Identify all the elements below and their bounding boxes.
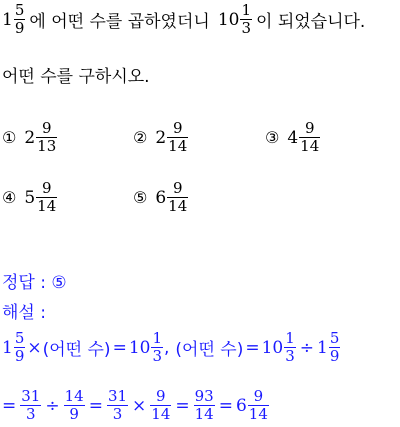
numerator: 1 bbox=[285, 329, 295, 347]
choice-whole: 2 bbox=[155, 127, 167, 148]
separator: , bbox=[164, 337, 170, 358]
choice-mark: ① bbox=[2, 128, 17, 147]
equals-sign: = bbox=[88, 395, 103, 416]
fraction bbox=[107, 388, 128, 423]
fraction bbox=[299, 120, 320, 155]
numerator: 1 bbox=[152, 329, 162, 347]
fraction bbox=[284, 330, 296, 365]
times-sign: × bbox=[27, 337, 42, 358]
question-line-2: 어떤 수를 구하시오. bbox=[2, 67, 150, 87]
explanation-line-1 bbox=[2, 330, 341, 365]
fraction bbox=[14, 2, 26, 37]
denominator: 3 bbox=[241, 19, 251, 37]
denominator: 14 bbox=[37, 197, 57, 215]
mixed-whole: 1 bbox=[2, 9, 13, 30]
numerator: 5 bbox=[329, 329, 340, 347]
mixed-whole: 10 bbox=[128, 337, 151, 358]
numerator: 31 bbox=[107, 387, 128, 405]
numerator: 9 bbox=[156, 387, 166, 405]
denominator: 9 bbox=[69, 405, 79, 423]
choice-whole: 2 bbox=[24, 127, 36, 148]
denominator: 14 bbox=[300, 137, 320, 155]
choice-whole: 6 bbox=[155, 187, 167, 208]
numerator: 31 bbox=[21, 387, 41, 405]
denominator: 14 bbox=[168, 197, 188, 215]
numerator: 9 bbox=[304, 119, 315, 137]
numerator: 14 bbox=[64, 387, 84, 405]
denominator: 9 bbox=[329, 347, 340, 365]
denominator: 9 bbox=[14, 19, 25, 37]
numerator: 9 bbox=[41, 179, 52, 197]
denominator: 14 bbox=[151, 405, 171, 423]
choice-4[interactable] bbox=[2, 180, 58, 215]
question-line-1 bbox=[2, 2, 365, 37]
numerator: 9 bbox=[172, 119, 183, 137]
choice-3[interactable] bbox=[265, 120, 321, 155]
choice-whole: 4 bbox=[287, 127, 299, 148]
explanation-label: 해설 : bbox=[2, 303, 46, 323]
mixed-whole: 10 bbox=[261, 337, 284, 358]
result-whole: 10 bbox=[217, 9, 240, 30]
mixed-whole: 1 bbox=[317, 337, 328, 358]
fraction bbox=[151, 330, 163, 365]
denominator: 14 bbox=[168, 137, 188, 155]
denominator: 14 bbox=[248, 405, 268, 423]
choice-5[interactable] bbox=[133, 180, 189, 215]
question-text: 이 되었습니다. bbox=[256, 12, 366, 32]
fraction bbox=[36, 180, 57, 215]
fraction bbox=[167, 180, 188, 215]
fraction bbox=[36, 120, 57, 155]
fraction bbox=[248, 388, 269, 423]
fraction bbox=[194, 388, 215, 423]
equals-sign: = bbox=[112, 337, 127, 358]
choice-whole: 5 bbox=[24, 187, 36, 208]
explanation-line-2 bbox=[2, 388, 270, 423]
denominator: 3 bbox=[285, 347, 295, 365]
numerator: 9 bbox=[172, 179, 183, 197]
fraction bbox=[240, 2, 252, 37]
fraction bbox=[20, 388, 41, 423]
equals-sign: = bbox=[245, 337, 260, 358]
unknown-text: (어떤 수) bbox=[42, 340, 111, 360]
equals-sign: = bbox=[218, 395, 233, 416]
denominator: 3 bbox=[152, 347, 162, 365]
times-sign: × bbox=[132, 395, 147, 416]
choice-mark: ④ bbox=[2, 188, 17, 207]
answer-label: 정답 : ⑤ bbox=[2, 273, 67, 293]
equals-sign: = bbox=[2, 395, 17, 416]
equals-sign: = bbox=[175, 395, 190, 416]
mixed-whole: 1 bbox=[2, 337, 13, 358]
choice-2[interactable] bbox=[133, 120, 189, 155]
fraction bbox=[329, 330, 341, 365]
divide-sign: ÷ bbox=[299, 337, 315, 358]
fraction bbox=[167, 120, 188, 155]
mixed-whole: 6 bbox=[235, 395, 247, 416]
numerator: 93 bbox=[194, 387, 214, 405]
question-text: 에 어떤 수를 곱하였더니 bbox=[29, 12, 210, 32]
divide-sign: ÷ bbox=[45, 395, 60, 416]
denominator: 14 bbox=[194, 405, 214, 423]
numerator: 1 bbox=[241, 1, 251, 19]
denominator: 3 bbox=[26, 405, 36, 423]
choice-mark: ② bbox=[133, 128, 148, 147]
choice-1[interactable] bbox=[2, 120, 58, 155]
numerator: 5 bbox=[14, 1, 25, 19]
fraction bbox=[150, 388, 171, 423]
unknown-text: (어떤 수) bbox=[175, 340, 244, 360]
numerator: 9 bbox=[41, 119, 52, 137]
denominator: 3 bbox=[112, 405, 123, 423]
denominator: 13 bbox=[37, 137, 57, 155]
fraction bbox=[64, 388, 85, 423]
choice-mark: ⑤ bbox=[133, 188, 148, 207]
choice-mark: ③ bbox=[265, 128, 280, 147]
numerator: 5 bbox=[14, 329, 25, 347]
numerator: 9 bbox=[253, 387, 264, 405]
fraction bbox=[14, 330, 26, 365]
denominator: 9 bbox=[14, 347, 25, 365]
